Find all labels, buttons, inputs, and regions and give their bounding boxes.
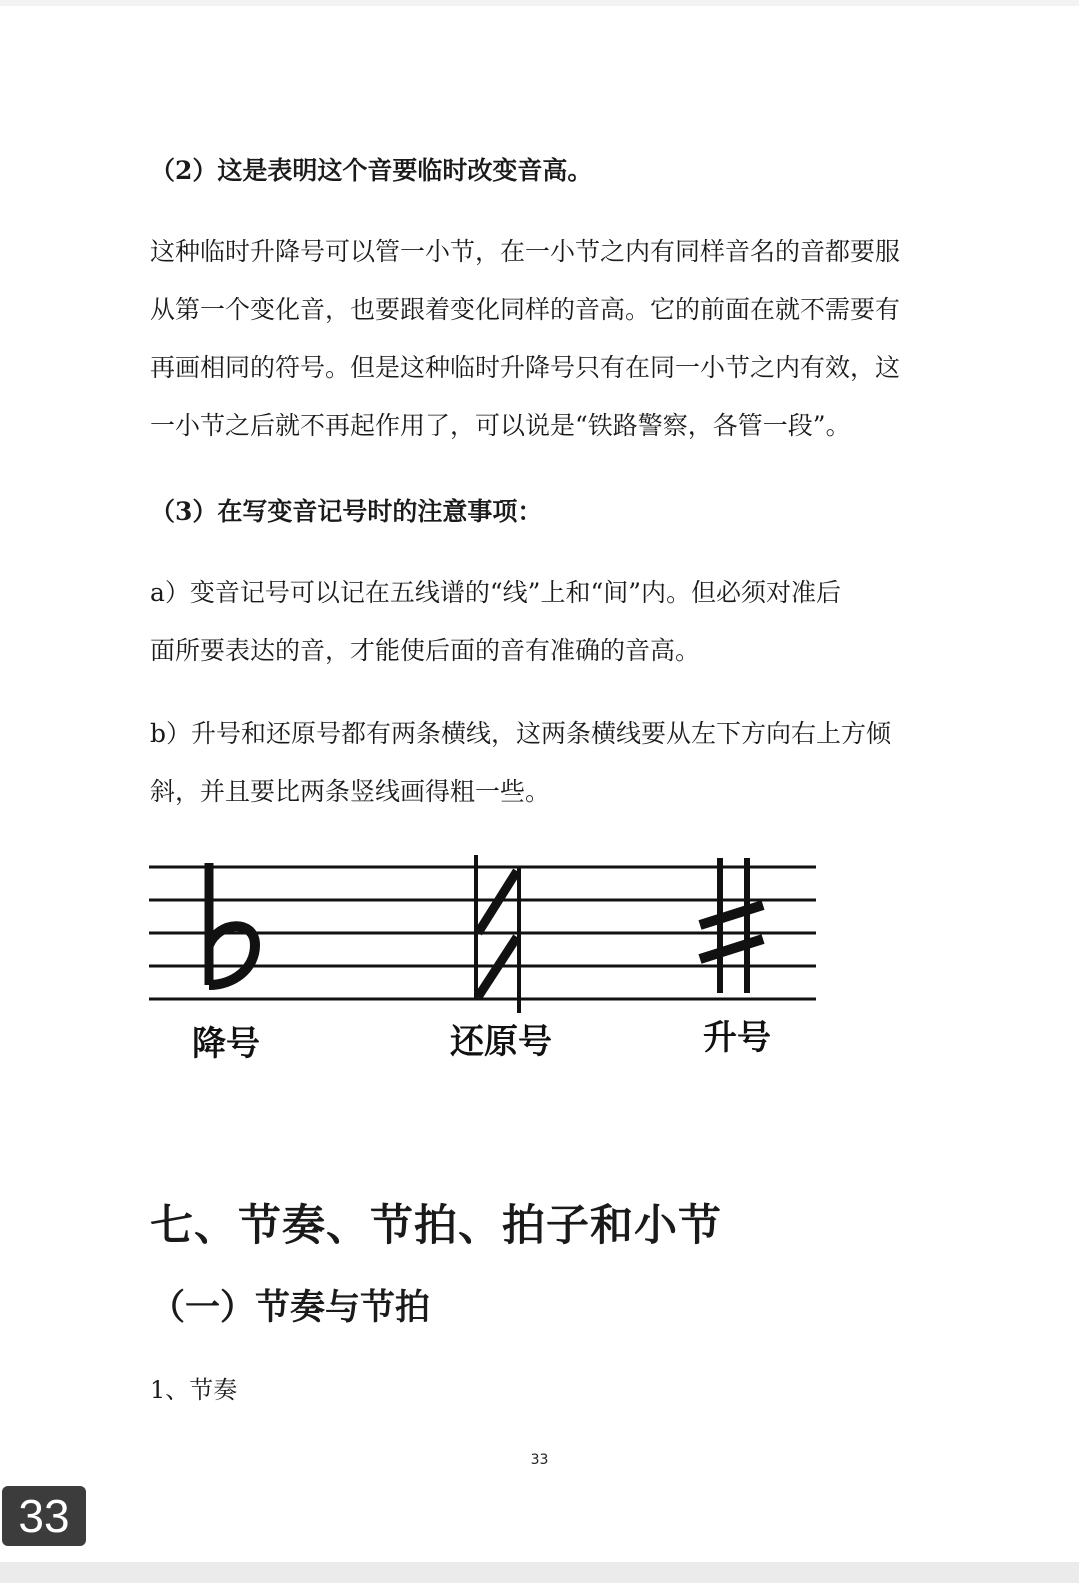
sharp-icon	[700, 858, 763, 993]
page-bottom-border	[0, 1562, 1079, 1583]
natural-label: 还原号	[450, 1023, 552, 1061]
paragraph-b-line: 斜，并且要比两条竖线画得粗一些。	[150, 777, 551, 806]
paragraph-1-line: 从第一个变化音，也要跟着变化同样的音高。它的前面在就不需要有	[150, 295, 901, 324]
accidentals-figure	[149, 833, 816, 1069]
section-title: 七、节奏、节拍、拍子和小节	[150, 1201, 722, 1251]
page-number: 33	[530, 1452, 549, 1468]
sharp-label: 升号	[703, 1019, 771, 1057]
page-top-border	[0, 0, 1079, 6]
page-indicator-badge[interactable]: 33	[2, 1486, 86, 1546]
flat-label: 降号	[192, 1025, 260, 1063]
paragraph-1-line: 这种临时升降号可以管一小节，在一小节之内有同样音名的音都要服	[150, 237, 901, 266]
heading-2: （2）这是表明这个音要临时改变音高。	[150, 156, 593, 185]
paragraph-b-line: b）升号和还原号都有两条横线，这两条横线要从左下方向右上方倾	[150, 719, 892, 748]
paragraph-a-line: 面所要表达的音，才能使后面的音有准确的音高。	[150, 636, 701, 665]
subsection-title: （一）节奏与节拍	[150, 1287, 431, 1328]
paragraph-a-line: a）变音记号可以记在五线谱的“线”上和“间”内。但必须对准后	[150, 578, 842, 607]
heading-3: （3）在写变音记号时的注意事项：	[150, 497, 543, 526]
paragraph-1-line: 再画相同的符号。但是这种临时升降号只有在同一小节之内有效，这	[150, 353, 901, 382]
paragraph-b	[150, 705, 925, 821]
item-title: 1、节奏	[150, 1376, 238, 1404]
paragraph-1-line: 一小节之后就不再起作用了，可以说是“铁路警察，各管一段”。	[150, 411, 851, 440]
paragraph-a	[150, 564, 925, 680]
paragraph-1	[150, 223, 925, 455]
